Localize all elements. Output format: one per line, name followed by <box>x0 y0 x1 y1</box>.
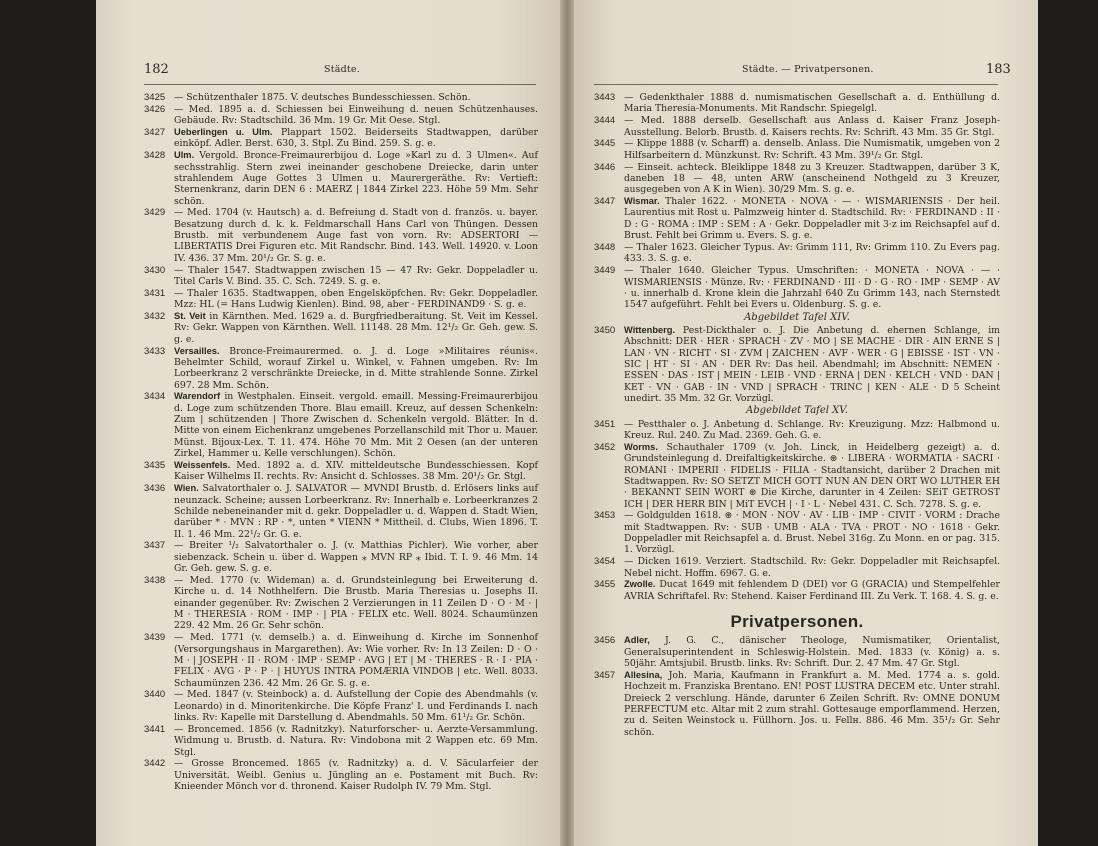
catalog-entry <box>144 207 538 264</box>
lot-number: 3443 <box>594 92 616 103</box>
catalog-entry <box>594 670 1000 738</box>
entry-heading: Adler, <box>624 635 650 646</box>
lot-number: 3440 <box>144 689 166 701</box>
lot-number: 3453 <box>594 510 616 522</box>
entry-description: Vergold. Bronce-Freimaurerbijou d. Loge »Karl zu d. 3 Ulmen«. Auf sechsstrahlig. Stern zwei ineinander geschobene Dreiecke, darin unter strahlendem Auge Gottes 3 Ulmen u. Maurergeräthe. Rv: Vertieft: Sternenkranz, darin DEN 6 : MAERZ | 1844 Zirkel 223. Höhe 59 Mm. Sehr schön. <box>174 150 538 207</box>
section-heading: Privatpersonen. <box>730 612 864 632</box>
lot-number: 3433 <box>144 345 166 357</box>
entry-description: — Grosse Broncemed. 1865 (v. Radnitzky) a. d. V. Säcularfeier der Universität. Weibl. Genius u. Jüngling an e. Postament mit Buch. Rv: Knieender Mönch vor d. thronend. Kaiser Rudolph IV. 79 Mm. Stgl. <box>174 758 538 793</box>
entry-description: — Thaler 1547. Stadtwappen zwischen 15 — 47 Rv: Gekr. Doppeladler u. Titel Carls V. Bind. 35. C. Sch. 7249. S. g. e. <box>174 264 538 287</box>
catalog-entry <box>594 510 1000 555</box>
book-gutter <box>560 0 574 846</box>
catalog-entry <box>594 115 1000 138</box>
lot-number: 3447 <box>594 196 616 208</box>
catalog-entry <box>144 689 538 723</box>
catalog-entry <box>594 325 1000 404</box>
entry-heading: Allesina, <box>624 670 663 680</box>
left-page <box>96 0 566 846</box>
lot-number: 3454 <box>594 556 616 568</box>
catalog-entry <box>144 265 538 288</box>
lot-number: 3432 <box>144 311 166 323</box>
catalog-entry <box>144 724 538 758</box>
lot-number: 3428 <box>144 150 166 162</box>
lot-number: 3435 <box>144 460 166 471</box>
entry-description: Pest-Dickthaler o. J. Die Anbetung d. ehernen Schlange, im Abschnitt: DER · HER · SPRACH · ZV · MO | SE MACHE · DIR · AIN ERNE S | LAN · VN · RICHT · SI · ZVM | ZAICHEN · AVF · WER · G | EBISSE · IST · VN · SIC | HT · SI · AN · DER Rv: Das heil. Abendmahl; im Abschnitt: NEMEN · ESSEN · DAS · IST | MEIN · LEIB · VND · ERNA | DEN · KELCH · VND · DAN | KET · VN · GAB · IN · VND | SPRACH · TRINC | KEN · ALE · D 5 Scheint unedirt. 35 Mm. 32 Gr. Vorzügl. <box>624 324 1000 404</box>
running-header-right: Städte. — Privatpersonen. <box>742 64 874 75</box>
lot-number: 3449 <box>594 265 616 277</box>
catalog-entry <box>144 346 538 391</box>
header-rule-right <box>594 84 998 85</box>
entry-heading: Versailles. <box>174 345 220 356</box>
entry-heading: St. Veit <box>174 311 206 322</box>
entry-description: Joh. Maria, Kaufmann in Frankfurt a. M. Med. 1774 a. s. gold. Hochzeit m. Franziska Brentano. EN! POST LUSTRA DECEM etc. Unter strahl. Dreieck 2 verschlung. Hände, darunter 6 Zeilen Schrift. Rv: OMNE DONUM PERFECTUM etc. Altar mit 2 zum strahl. Gottesauge emporflammend. Herzen, zu d. Seiten Weinstock u. Füllhorn. Jos. u. Fellн. 886. 46 Mm. 35¹/₂ Gr. Sehr schön. <box>624 670 1000 738</box>
header-rule-left <box>144 84 536 85</box>
catalog-entry <box>144 127 538 150</box>
lot-number: 3425 <box>144 92 166 103</box>
entry-description: — Schützenthaler 1875. V. deutsches Bundesschiessen. Schön. <box>174 92 471 103</box>
entry-description: — Med. 1704 (v. Hautsch) a. d. Befreiung d. Stadt von d. französ. u. bayer. Besatzung durch d. k. k. Feldmarschall Hans Carl von Thüngen. Dessen Brustb. mit verbundenem Auge fast von vorn. Rv: ADSERTORI — LIBERTATIS Drei Figuren etc. Mit Randschr. Bind. 143. Well. 14920. v. Loon IV. 436. 37 Mm. 20¹/₂ Gr. S. g. e. <box>174 207 538 264</box>
lot-number: 3426 <box>144 103 166 115</box>
entry-description: — Med. 1770 (v. Wideman) a. d. Grundsteinlegung bei Erweiterung d. Kirche u. d. 14 Nothhelfern. Die Brustb. Maria Theresias u. Josephs II. einander gegenüber. Rv: Zwischen 2 Verzierungen in 11 Zeilen D · O · M · | M · THERESIA · ROM · IMP · | PIA · FELIX etc. Well. 8024. Schaumünzen 229. 42 Mm. 26 Gr. Sehr schön. <box>174 574 538 632</box>
entry-heading: Wismar. <box>624 196 660 207</box>
entry-heading: Ueberlingen u. Ulm. <box>174 127 273 138</box>
entry-description: Thaler 1622. · MONETA · NOVA · — · WISMARIENSIS · Der heil. Laurentius mit Rost u. Palmzweig hinter d. Stadtschild. Rv: · FERDINAND : II · D : G · ROMA : IMP : SEM : A · Gekr. Doppeladler mit 3·z im Reichsapfel auf d. Brust. Fehlt bei Grimm u. Evers. S. g. e. <box>624 196 1000 242</box>
entry-heading: Worms. <box>624 441 658 452</box>
right-page <box>566 0 1038 846</box>
entry-description: Salvatorthaler o. J. SALVATOR — MVNDI Brustb. d. Erlösers links auf neunzack. Scheine; aussen Lorbeerkranz. Rv: Innerhalb e. Lorbeerkranzes 2 Schilde nebeneinander mit d. gekr. Doppeladler u. d. Wappen d. Stadt Wien, darüber * · MVN : RP · *, unten * VIENN * Mittheil. d. Clubs, Wien 1896. T. II. 1. 46 Mm. 22¹/₂ Gr. G. e. <box>174 483 538 540</box>
entry-description: — Broncemed. 1856 (v. Radnitzky). Naturforscher- u. Aerzte-Versammlung. Widmung u. Brustb. d. Natura. Rv: Vindobona mit 2 Wappen etc. 69 Mm. Stgl. <box>174 723 538 758</box>
catalog-entry <box>144 288 538 311</box>
entry-description: — Med. 1895 a. d. Schiessen bei Einweihung d. neuen Schützenhauses. Gebäude. Rv: Stadtschild. 36 Mm. 19 Gr. Mit Oese. Stgl. <box>174 103 538 127</box>
lot-number: 3437 <box>144 540 166 552</box>
catalog-entry <box>594 196 1000 241</box>
lot-number: 3429 <box>144 207 166 219</box>
entries-worms-group <box>594 419 1000 603</box>
entry-description: — Med. 1771 (v. demselb.) a. d. Einweihung d. Kirche im Sonnenhof (Versorgungshaus in Margarethen). Av: Wie vorher. Rv: In 13 Zeilen: D · O · M · | JOSEPH · II · ROM · IMP · SEMP · AVG | ET | M · THERES · R · I · PIA · FELIX · AVG · P · P · | HUYUS INTRA POMÆRIA VINDOB | etc. Well. 8033. Schaumünzen 236. 42 Mm. 26 Gr. S. g. e. <box>174 632 538 689</box>
entry-description: — Klippe 1888 (v. Scharff) a. denselb. Anlass. Die Numismatik, umgeben von 2 Hilfsarbeitern d. Münzkunst. Rv: Schrift. 43 Mm. 39¹/₂ Gr. Stgl. <box>624 138 1000 161</box>
lot-number: 3431 <box>144 287 166 299</box>
catalog-entry <box>144 540 538 574</box>
entry-description: — Thaler 1635. Stadtwappen, oben Engelsköpfchen. Rv: Gekr. Doppeladler. Mzz: HL (= Hans Ludwig Kienlen). Bind. 98, aber · FERDINAND9 · S. g. e. <box>174 287 538 311</box>
right-column <box>594 92 1000 739</box>
lot-number: 3430 <box>144 264 166 276</box>
lot-number: 3427 <box>144 127 166 139</box>
page-number-left: 182 <box>144 62 169 77</box>
lot-number: 3444 <box>594 115 616 127</box>
lot-number: 3456 <box>594 635 616 647</box>
catalog-entry <box>144 575 538 632</box>
entry-description: Schauthaler 1709 (v. Joh. Linck, in Heidelberg gezeigt) a. d. Grundsteinlegung d. Dreifaltigkeitskirche. ⊛ · LIBERA · WORMATIA · SACRI · ROMANI · IMPERII · FIDELIS · FILIA · Stadtansicht, darüber 2 Drachen mit Stadtwappen. Rv: SO SETZT MICH GOTT NUN AN DEN ORT WO LUTHER EH · BEKANNT SEIN WORT ⊛ Die Kirche, darunter in 4 Zeilen: SEiT GETROST ICH | DER HERR BIN | MiT EVCH | · I · L · Nebel 431. C. Sch. 7278. S. g. e. <box>624 441 1000 510</box>
catalog-entry <box>594 138 1000 161</box>
entry-heading: Weissenfels. <box>174 460 231 470</box>
entry-heading: Wien. <box>174 483 199 494</box>
catalog-entry <box>144 460 538 483</box>
catalog-entry <box>594 579 1000 602</box>
catalog-entry <box>594 92 1000 115</box>
lot-number: 3441 <box>144 723 166 735</box>
entry-description: — Einseit. achteck. Bleiklippe 1848 zu 3 Kreuzer. Stadtwappen, darüber 3 K, daneben 18 — 48, unten ARW (anscheinend Nothgeld zu 3 Kreuzer, ausgegeben von A K in Wien). 30/29 Mm. S. g. e. <box>624 161 1000 196</box>
entry-description: in Westphalen. Einseit. vergold. emaill. Messing-Freimaurerbijou d. Loge zum schützenden Thore. Blau emaill. Kreuz, auf dessen Schenkeln: Zum | schützenden | Thore Zwischen d. Schenkeln vergold. Blätter. In d. Mitte von einem Eichenkranz umgebenes Porzellanschild mit Thor u. Mauer. Münst. Bijoux-Lex. T. 11. 474. Höhe 70 Mm. Mit 2 Oesen (an der unteren Zirkel, Hammer u. Kelle verschlungen). Schön. <box>174 391 538 460</box>
catalog-entry <box>144 150 538 207</box>
lot-number: 3457 <box>594 670 616 681</box>
lot-number: 3436 <box>144 483 166 495</box>
entries-privatpersonen-group <box>594 635 1000 738</box>
lot-number: 3445 <box>594 138 616 150</box>
catalog-entry <box>594 242 1000 265</box>
entries-wittenberg-group <box>594 325 1000 404</box>
lot-number: 3448 <box>594 241 616 253</box>
entry-description: — Med. 1847 (v. Steinbock) a. d. Aufstellung der Copie des Abendmahls (v. Leonardo) in d. Minoritenkirche. Die Köpfe Franz' I. und Ferdinands I. nach links. Rv: Kapelle mit Darstellung d. Abendmahls. 50 Mm. 61¹/₂ Gr. Schön. <box>174 689 538 724</box>
catalog-entry <box>144 632 538 689</box>
lot-number: 3439 <box>144 632 166 644</box>
entry-description: — Thaler 1640. Gleicher Typus. Umschriften: · MONETA · NOVA · — · WISMARIENSIS · Münze. Rv: · FERDINAND · III · D · G · RO · IMP · SEMP · AV · u. innerhalb d. Krone klein die Jahrzahl 640 Zu Grimm 143, nach Sternstedt 1547 aufgeführt. Fehlt bei Evers u. Oldenburg. S. g. e. <box>624 265 1000 311</box>
entry-description: in Kärnthen. Med. 1629 a. d. Burgfriedberaitung. St. Veit im Kessel. Rv: Gekr. Wappen von Kärnthen. Well. 11148. 28 Mm. 12¹/₂ Gr. Geh. gew. S. g. e. <box>174 311 538 345</box>
catalog-entry <box>144 758 538 792</box>
entry-description: Med. 1892 a. d. XIV. mitteldeutsche Bundesschiessen. Kopf Kaiser Wilhelms II. rechts. Rv: Ansicht d. Schlosses. 38 Mm. 20¹/₂ Gr. Stgl. <box>174 460 538 483</box>
entry-description: — Thaler 1623. Gleicher Typus. Av: Grimm 111, Rv: Grimm 110. Zu Evers pag. 433. 3. S. g. e. <box>624 241 1000 265</box>
catalog-entry <box>144 391 538 459</box>
entry-heading: Ulm. <box>174 150 195 161</box>
figure-reference: Abgebildet Tafel XV. <box>746 405 848 417</box>
entry-description: Bronce-Freimaurermed. o. J. d. Loge »Militaires réunis«. Behelmter Schild, worauf Zirkel u. Winkel, v. Fahnen umgeben. Rv: Im Lorbeerkranz 2 verschränkte Dreiecke, in d. Mitte strahlende Sonne. Zirkel 697. 28 Mm. Schön. <box>174 345 538 391</box>
lot-number: 3438 <box>144 574 166 586</box>
catalog-entry <box>594 556 1000 579</box>
lot-number: 3442 <box>144 758 166 770</box>
entry-description: — Goldgulden 1618. ⊛ · MON · NOV · AV · LIB · IMP · CIVIT · VORM : Drache mit Stadtwappen. Rv: · SUB · UMB · ALA · TVA · PROT · NO · 1618 · Gekr. Doppeladler mit Reichsapfel a. d. Brust. Nebel 316g. Zu Monn. en or pag. 315. 1. Vorzügl. <box>624 510 1000 556</box>
catalog-entry <box>144 104 538 127</box>
figure-reference: Abgebildet Tafel XIV. <box>744 311 850 323</box>
catalog-entry <box>144 92 538 103</box>
lot-number: 3455 <box>594 579 616 591</box>
entry-description: — Dicken 1619. Verziert. Stadtschild. Rv: Gekr. Doppeladler mit Reichsapfel. Nebel nicht. Hoffm. 6967. G. e. <box>624 556 1000 579</box>
entry-description: Ducat 1649 mit fehlendem D (DEI) vor G (GRACIA) und Stempelfehler AVRIA Schriftafel. Rv: Stehend. Kaiser Ferdinand III. Zu Verk. T. 168. 4. S. g. e. <box>624 579 1000 602</box>
entry-description: — Pestthaler o. J. Anbetung d. Schlange. Rv: Kreuzigung. Mzz: Halbmond u. Kreuz. Rul. 240. Zu Mad. 2369. Geh. G. e. <box>624 418 1000 441</box>
catalog-entry <box>144 311 538 345</box>
catalog-entry <box>594 419 1000 442</box>
entry-heading: Warendorf <box>174 391 221 402</box>
lot-number: 3434 <box>144 391 166 403</box>
catalog-entry <box>594 635 1000 669</box>
entries-wismar-group <box>594 92 1000 311</box>
entry-description: — Breiter ¹/₂ Salvatorthaler o. J. (v. Matthias Pichler). Wie vorher, aber siebenzack. Schein u. über d. Wappen ⁎ MVN RP ⁎ Ibid. T. I. 9. 46 Mm. 14 Gr. Geh. gew. S. g. e. <box>174 540 538 575</box>
lot-number: 3446 <box>594 161 616 173</box>
catalog-entry <box>594 265 1000 310</box>
running-header-left: Städte. <box>324 64 360 75</box>
entry-description: J. G. C., dänischer Theologe, Numismatiker, Orientalist, Generalsuperintendent in Schleswig-Holstein. Med. 1833 (v. König) a. s. 50jähr. Amtsjubil. Brustb. links. Rv: Schrift. Dur. 2. 47 Mm. 47 Gr. Stgl. <box>624 635 1000 670</box>
page-number-right: 183 <box>986 62 1011 77</box>
catalog-entry <box>144 483 538 540</box>
entry-description: — Med. 1888 derselb. Gesellschaft aus Anlass d. Kaiser Franz Joseph-Ausstellung. Belorb. Brustb. d. Kaisers rechts. Rv: Schrift. 43 Mm. 35 Gr. Stgl. <box>624 115 1000 138</box>
entry-description: Plappart 1502. Beiderseits Stadtwappen, darüber einköpf. Adler. Berst. 630, 3. Stpl. Zu Bind. 259. S. g. e. <box>174 127 538 150</box>
lot-number: 3452 <box>594 441 616 453</box>
entry-heading: Wittenberg. <box>624 324 676 335</box>
lot-number: 3451 <box>594 418 616 430</box>
catalog-entry <box>594 162 1000 196</box>
catalog-entry <box>594 442 1000 510</box>
entry-description: — Gedenkthaler 1888 d. numismatischen Gesellschaft a. d. Enthüllung d. Maria Theresia-Monuments. Mit Randschr. Spiegelgl. <box>624 92 1000 115</box>
entry-heading: Zwolle. <box>624 579 656 590</box>
left-column <box>144 92 538 793</box>
lot-number: 3450 <box>594 324 616 336</box>
